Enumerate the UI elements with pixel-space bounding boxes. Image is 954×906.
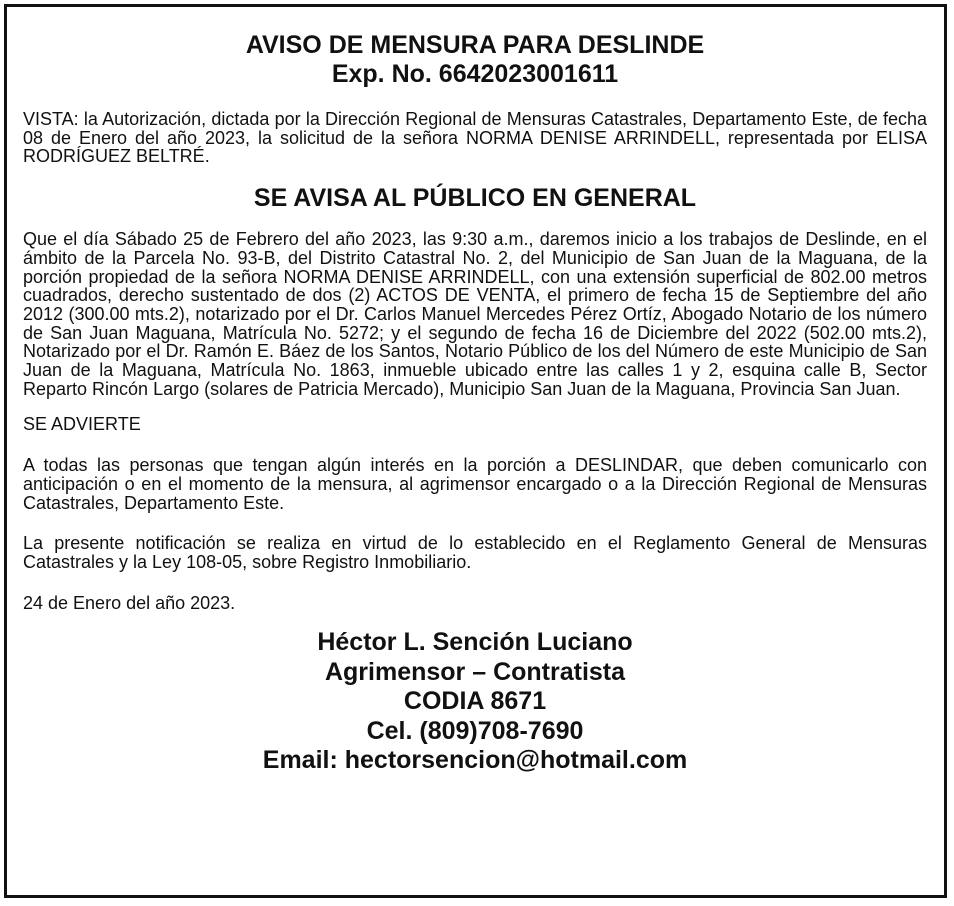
notice-content [23, 31, 927, 775]
notification-paragraph: La presente notificación se realiza en virtud de lo establecido en el Reglamento General de Mensuras Catastrales y la Ley 108-05, sobre Registro Inmobiliario. [23, 533, 927, 572]
advierte-paragraph: A todas las personas que tengan algún interés en la porción a DESLINDAR, que deben comunicarlo con anticipación o en el momento de la mensura, al agrimensor encargado o a la Dirección Regional de Mensuras Catastrales, Departamento Este. [23, 455, 927, 513]
notice-date: 24 de Enero del año 2023. [23, 592, 236, 613]
expedient-number: Exp. No. 6642023001611 [331, 60, 619, 88]
signer-name: Héctor L. Sención Luciano [317, 628, 633, 657]
public-notice-heading: SE AVISA AL PÚBLICO EN GENERAL [253, 184, 697, 213]
notice-title: AVISO DE MENSURA PARA DESLINDE [245, 31, 705, 59]
signer-role: Agrimensor – Contratista [324, 657, 626, 686]
body-paragraph: Que el día Sábado 25 de Febrero del año 2023, las 9:30 a.m., daremos inicio a los trabajos de Deslinde, en el ámbito de la Parcela No. 93-B, del Distrito Catastral No. 2, del Municipio de San Juan de la Maguana, de la porción propiedad de la señora NORMA DENISE ARRINDELL, con una extensión superficial de 802.00 metros cuadrados, derecho sustentado de dos (2) ACTOS DE VENTA, el primero de fecha 15 de Septiembre del año 2012 (300.00 mts.2), notarizado por el Dr. Carlos Manuel Mercedes Pérez Ortíz, Abogado Notario de los número de San Juan Maguana, Matrícula No. 5272; y el segundo de fecha 16 de Diciembre del 2022 (502.00 mts.2), Notarizado por el Dr. Ramón E. Báez de los Santos, Notario Público de los del Número de este Municipio de San Juan de la Maguana, Matrícula No. 1863, inmueble ubicado entre las calles 1 y 2, esquina calle B, Sector Reparto Rincón Largo (solares de Patricia Mercado), Municipio San Juan de la Maguana, Provincia San Juan. [23, 229, 927, 399]
signer-email: Email: hectorsencion@hotmail.com [262, 745, 688, 774]
vista-paragraph: VISTA: la Autorización, dictada por la Dirección Regional de Mensuras Catastrales, Departamento Este, de fecha 08 de Enero del año 2023, la solicitud de la señora NORMA DENISE ARRINDELL, representada por ELISA RODRÍGUEZ BELTRÉ. [23, 109, 927, 167]
advierte-label: SE ADVIERTE [23, 414, 141, 435]
notice-frame [4, 4, 947, 898]
signer-phone: Cel. (809)708-7690 [366, 716, 584, 745]
signature-block [23, 628, 927, 775]
signer-codia: CODIA 8671 [403, 687, 547, 716]
